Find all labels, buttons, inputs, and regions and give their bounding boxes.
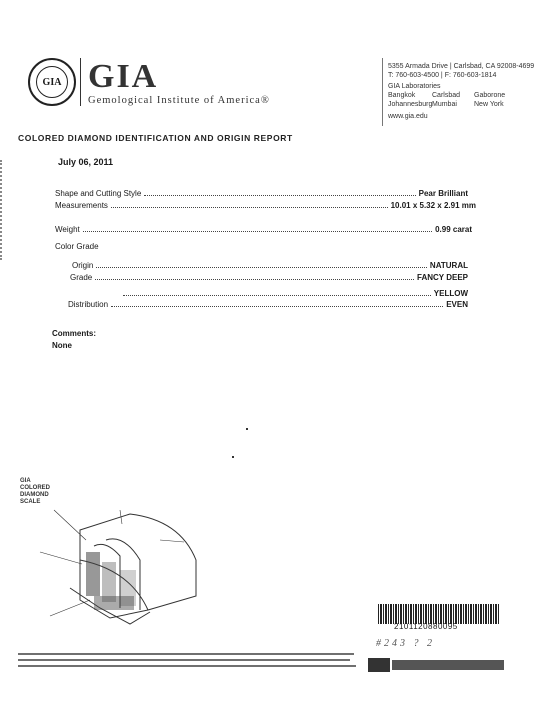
address-line-2: T: 760-603-4500 | F: 760-603-1814 <box>388 72 497 79</box>
scale-title-line: COLORED <box>20 485 50 491</box>
field-label: Origin <box>72 261 94 270</box>
security-strip <box>392 660 504 670</box>
scale-tone-block <box>94 596 134 610</box>
leader-dots <box>111 306 443 307</box>
field-color-grade <box>55 239 468 251</box>
address-block <box>388 62 538 121</box>
report-title: COLORED DIAMOND IDENTIFICATION AND ORIGIN REPORT <box>18 133 293 143</box>
field-measurements <box>55 198 476 210</box>
field-weight <box>55 222 472 234</box>
comments-block <box>52 328 96 352</box>
field-value: EVEN <box>446 300 468 309</box>
lab-item: Johannesburg <box>388 101 433 108</box>
field-label: Weight <box>55 225 80 234</box>
field-label: Shape and Cutting Style <box>55 189 142 198</box>
field-grade <box>70 270 468 282</box>
scale-title-line: GIA <box>20 478 31 484</box>
lab-item: Gaborone <box>474 92 506 99</box>
callout-line <box>54 510 86 540</box>
lab-item: Carlsbad <box>432 92 461 99</box>
field-label: Distribution <box>68 300 109 309</box>
field-value: 10.01 x 5.32 x 2.91 mm <box>390 201 476 210</box>
labs-title: GIA Laboratories <box>388 83 441 90</box>
color-scale-diagram <box>20 500 220 640</box>
barcode <box>378 604 500 624</box>
callout-line <box>50 600 90 616</box>
lab-item: Mumbai <box>432 101 457 108</box>
leader-dots <box>95 279 414 280</box>
comments-value: None <box>52 341 72 350</box>
field-distribution <box>68 297 468 309</box>
address-divider <box>382 58 383 126</box>
field-value: FANCY DEEP <box>417 273 468 282</box>
leader-dots <box>83 231 432 232</box>
seal-text: GIA <box>42 76 62 88</box>
fine-print-disclaimer <box>18 652 358 672</box>
scale-title-line: DIAMOND <box>20 492 49 498</box>
field-shape <box>55 186 468 198</box>
callout-line <box>40 552 82 564</box>
header-divider <box>80 58 81 106</box>
labs-list <box>388 91 538 109</box>
speck <box>246 428 248 430</box>
field-label: Measurements <box>55 201 108 210</box>
address-line-1: 5355 Armada Drive | Carlsbad, CA 92008-4699 <box>388 63 535 70</box>
field-value: NATURAL <box>429 261 468 270</box>
side-perforation <box>0 160 8 260</box>
report-date: July 06, 2011 <box>58 157 114 167</box>
speck <box>232 456 234 458</box>
leader-dots <box>123 295 431 296</box>
seal-inner <box>36 66 68 98</box>
field-value: YELLOW <box>433 289 468 298</box>
callout-line <box>160 540 184 542</box>
gia-seal-logo <box>28 58 76 106</box>
leader-dots <box>96 267 427 268</box>
scale-title-line: SCALE <box>20 499 41 505</box>
leader-dots <box>144 195 415 196</box>
field-label: Grade <box>70 273 93 282</box>
report-number: 2101120880095 <box>394 622 458 631</box>
comments-label: Comments: <box>52 329 97 338</box>
lab-item: Bangkok <box>388 92 416 99</box>
leader-dots <box>111 207 388 208</box>
field-value: Pear Brilliant <box>418 189 468 198</box>
website: www.gia.edu <box>388 113 428 120</box>
lab-item: New York <box>474 101 504 108</box>
brand-name: GIA <box>88 58 159 95</box>
scale-tone-block <box>86 552 100 596</box>
hologram-icon <box>368 658 390 672</box>
brand-subtitle: Gemological Institute of America® <box>88 95 270 106</box>
field-value: 0.99 carat <box>435 225 472 234</box>
field-origin <box>72 258 468 270</box>
field-label: Color Grade <box>55 242 99 251</box>
handwritten-mark: #243 ? 2 <box>376 638 435 649</box>
